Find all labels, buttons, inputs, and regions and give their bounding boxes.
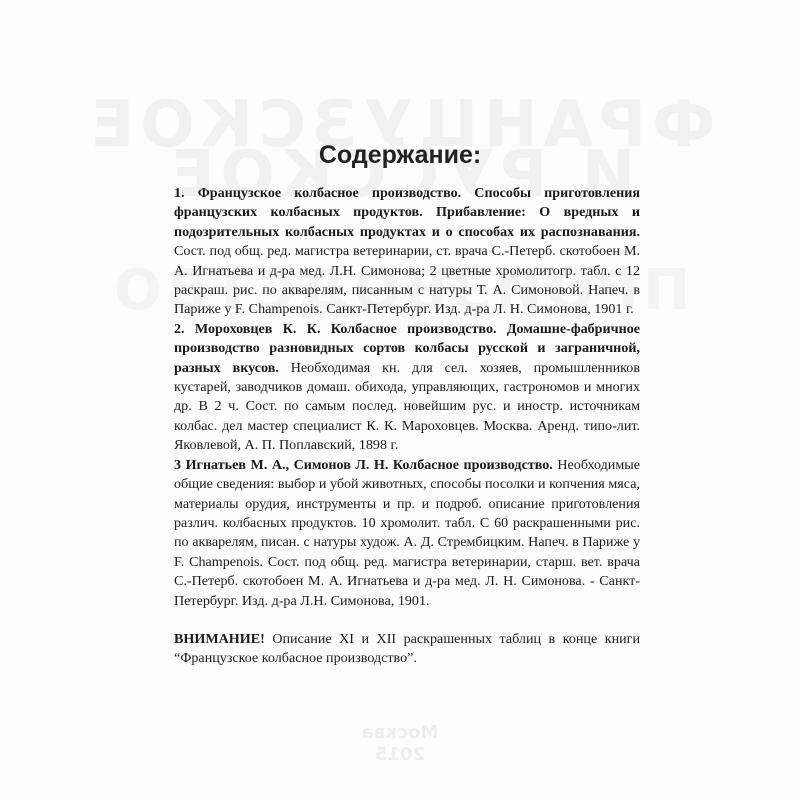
entry-2-title: 2. Мороховцев К. К. Колбасное производство. Домашне-фабричное производство разновидных сортов колбасы русской и заграничной, разных вкусов.	[174, 320, 640, 376]
contents-entry-1	[174, 184, 640, 320]
entry-2-description: Необходимая кн. для сел. хозяев, промышленников кустарей, заводчиков домаш. обихода, управляющих, гастрономов и многих др. В 2 ч. Сост. по самым послед. новейшим рус. и иностр. источникам колбас. дел мастер специалист К. К. Мароховцев. Москва. Аренд. типо-лит. Яковлевой, А. П. Поплавский, 1898 г.	[174, 359, 640, 454]
notice-label: ВНИМАНИЕ!	[174, 630, 265, 647]
entry-1-title: 1. Французское колбасное производство. Способы приготовления французских колбасных продуктов. Прибавление: О вредных и подозрительных колбасных продуктах и о способах их распознавания.	[174, 185, 640, 240]
notice-paragraph	[174, 630, 640, 669]
page-title: Содержание:	[318, 141, 482, 169]
contents-entry-3	[174, 456, 640, 611]
contents-entry-2	[174, 320, 640, 456]
notice-text: Описание XI и XII раскрашенных таблиц в конце книги “Французское колбасное производство”.	[174, 630, 640, 667]
entry-1-description: Сост. под общ. ред. магистра ветеринарии, ст. врача С.-Петерб. скотобоен М. А. Игнатьева и д-ра мед. Л.Н. Симонова; 2 цветные хромолитогр. табл. с 12 раскраш. рис. по акварелям, писанным с натуры Т. А. Симоновой. Напеч. в Париже у F. Champenois. Санкт-Петербург. Изд. д-ра Л. Н. Симонова, 1901 г.	[174, 243, 640, 318]
bleed-through-year: 2015	[374, 744, 426, 765]
contents-list	[174, 184, 640, 669]
bleed-through-city: Москва	[361, 722, 439, 743]
entry-3-description: Необходимые общие сведения: выбор и убой животных, способы посолки и копчения мяса, материалы орудия, инструменты и пр. и подроб. описание приготовления различ. колбасных продуктов. 10 хромолит. табл. С 60 раскрашенными рис. по акварелям, писан. с натуры худож. А. Д. Стрембицким. Напеч. в Париже у F. Champenois. Сост. под общ. ред. магистра ветеринарии, старш. вет. врача С.-Петерб. скотобоен М. А. Игнатьева и д-ра мед. Л. Н. Симонова. - Санкт-Петербург. Изд. д-ра Л.Н. Симонова, 1901.	[174, 456, 640, 609]
entry-3-title: 3 Игнатьев М. А., Симонов Л. Н. Колбасное производство.	[174, 456, 553, 473]
